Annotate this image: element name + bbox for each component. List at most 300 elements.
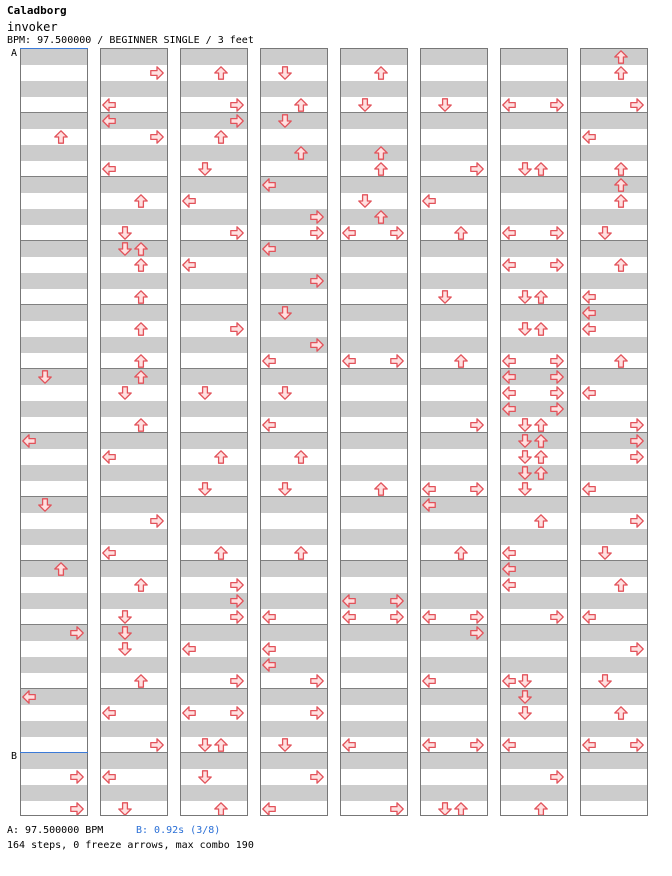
left-arrow-icon bbox=[342, 594, 356, 608]
right-arrow-icon bbox=[310, 274, 324, 288]
up-arrow-icon bbox=[534, 322, 548, 336]
beat-band bbox=[101, 81, 167, 97]
beat-band bbox=[341, 657, 407, 673]
beat-band bbox=[501, 273, 567, 289]
measure-line bbox=[21, 560, 87, 561]
beat-band bbox=[501, 337, 567, 353]
up-arrow-icon bbox=[214, 546, 228, 560]
measure-line bbox=[261, 624, 327, 625]
beat-band bbox=[581, 561, 647, 577]
step-summary: 164 steps, 0 freeze arrows, max combo 190 bbox=[7, 840, 254, 851]
beat-band bbox=[181, 625, 247, 641]
up-arrow-icon bbox=[614, 162, 628, 176]
left-arrow-icon bbox=[422, 610, 436, 624]
left-arrow-icon bbox=[182, 258, 196, 272]
beat-band bbox=[261, 465, 327, 481]
measure-line bbox=[101, 176, 167, 177]
measure-line bbox=[181, 368, 247, 369]
beat-band bbox=[181, 497, 247, 513]
down-arrow-icon bbox=[278, 66, 292, 80]
left-arrow-icon bbox=[502, 386, 516, 400]
beat-band bbox=[501, 657, 567, 673]
measure-line bbox=[421, 112, 487, 113]
measure-line bbox=[581, 368, 647, 369]
down-arrow-icon bbox=[358, 194, 372, 208]
right-arrow-icon bbox=[230, 578, 244, 592]
beat-band bbox=[21, 529, 87, 545]
beat-band bbox=[21, 369, 87, 385]
measure-line bbox=[261, 432, 327, 433]
beat-band bbox=[101, 625, 167, 641]
beat-band bbox=[581, 337, 647, 353]
up-arrow-icon bbox=[374, 210, 388, 224]
measure-line bbox=[261, 176, 327, 177]
beat-band bbox=[101, 593, 167, 609]
up-arrow-icon bbox=[614, 178, 628, 192]
beat-band bbox=[181, 561, 247, 577]
measure-line bbox=[421, 496, 487, 497]
beat-band bbox=[261, 593, 327, 609]
bpm-line-b bbox=[20, 752, 88, 753]
beat-band bbox=[501, 625, 567, 641]
bpm-marker-b: B bbox=[11, 751, 18, 762]
measure-line bbox=[341, 240, 407, 241]
beat-band bbox=[341, 625, 407, 641]
beat-band bbox=[21, 721, 87, 737]
beat-band bbox=[181, 177, 247, 193]
beat-band bbox=[101, 433, 167, 449]
measure-line bbox=[581, 496, 647, 497]
right-arrow-icon bbox=[230, 114, 244, 128]
beat-band bbox=[261, 753, 327, 769]
measure-line bbox=[341, 624, 407, 625]
left-arrow-icon bbox=[422, 194, 436, 208]
down-arrow-icon bbox=[118, 386, 132, 400]
chart-column-1 bbox=[20, 48, 88, 816]
measure-line bbox=[181, 624, 247, 625]
beat-band bbox=[101, 529, 167, 545]
beat-band bbox=[341, 305, 407, 321]
left-arrow-icon bbox=[422, 482, 436, 496]
right-arrow-icon bbox=[230, 322, 244, 336]
left-arrow-icon bbox=[422, 498, 436, 512]
beat-band bbox=[21, 465, 87, 481]
right-arrow-icon bbox=[230, 706, 244, 720]
beat-band bbox=[581, 81, 647, 97]
right-arrow-icon bbox=[550, 354, 564, 368]
left-arrow-icon bbox=[102, 546, 116, 560]
beat-band bbox=[101, 273, 167, 289]
down-arrow-icon bbox=[438, 98, 452, 112]
left-arrow-icon bbox=[342, 354, 356, 368]
chart-column-4 bbox=[260, 48, 328, 816]
beat-band bbox=[341, 241, 407, 257]
up-arrow-icon bbox=[454, 546, 468, 560]
measure-line bbox=[21, 624, 87, 625]
down-arrow-icon bbox=[598, 674, 612, 688]
left-arrow-icon bbox=[262, 242, 276, 256]
beat-band bbox=[101, 49, 167, 65]
beat-band bbox=[101, 689, 167, 705]
up-arrow-icon bbox=[374, 66, 388, 80]
beat-band bbox=[421, 273, 487, 289]
beat-band bbox=[101, 209, 167, 225]
measure-line bbox=[421, 688, 487, 689]
beat-band bbox=[581, 145, 647, 161]
beat-band bbox=[501, 689, 567, 705]
down-arrow-icon bbox=[518, 690, 532, 704]
right-arrow-icon bbox=[310, 706, 324, 720]
down-arrow-icon bbox=[278, 386, 292, 400]
down-arrow-icon bbox=[38, 370, 52, 384]
up-arrow-icon bbox=[134, 322, 148, 336]
measure-line bbox=[181, 240, 247, 241]
beat-band bbox=[581, 273, 647, 289]
left-arrow-icon bbox=[342, 226, 356, 240]
beat-band bbox=[581, 689, 647, 705]
left-arrow-icon bbox=[582, 130, 596, 144]
measure-line bbox=[261, 112, 327, 113]
measure-line bbox=[181, 432, 247, 433]
beat-band bbox=[181, 145, 247, 161]
beat-band bbox=[101, 785, 167, 801]
measure-line bbox=[101, 624, 167, 625]
right-arrow-icon bbox=[390, 610, 404, 624]
beat-band bbox=[501, 497, 567, 513]
beat-band bbox=[501, 209, 567, 225]
beat-band bbox=[261, 721, 327, 737]
left-arrow-icon bbox=[342, 610, 356, 624]
measure-line bbox=[501, 240, 567, 241]
up-arrow-icon bbox=[214, 738, 228, 752]
up-arrow-icon bbox=[134, 242, 148, 256]
measure-line bbox=[181, 560, 247, 561]
measure-line bbox=[581, 240, 647, 241]
right-arrow-icon bbox=[550, 610, 564, 624]
right-arrow-icon bbox=[230, 674, 244, 688]
beat-band bbox=[181, 657, 247, 673]
down-arrow-icon bbox=[518, 482, 532, 496]
right-arrow-icon bbox=[630, 642, 644, 656]
up-arrow-icon bbox=[214, 802, 228, 816]
measure-line bbox=[101, 688, 167, 689]
beat-band bbox=[341, 113, 407, 129]
beat-band bbox=[501, 145, 567, 161]
right-arrow-icon bbox=[150, 66, 164, 80]
measure-line bbox=[341, 496, 407, 497]
beat-band bbox=[421, 209, 487, 225]
beat-band bbox=[341, 177, 407, 193]
measure-line bbox=[261, 304, 327, 305]
down-arrow-icon bbox=[438, 802, 452, 816]
beat-band bbox=[21, 113, 87, 129]
right-arrow-icon bbox=[550, 258, 564, 272]
right-arrow-icon bbox=[70, 626, 84, 640]
beat-band bbox=[581, 753, 647, 769]
right-arrow-icon bbox=[470, 162, 484, 176]
down-arrow-icon bbox=[278, 114, 292, 128]
beat-band bbox=[21, 49, 87, 65]
up-arrow-icon bbox=[614, 354, 628, 368]
beat-band bbox=[21, 497, 87, 513]
up-arrow-icon bbox=[214, 66, 228, 80]
up-arrow-icon bbox=[534, 802, 548, 816]
measure-line bbox=[101, 560, 167, 561]
up-arrow-icon bbox=[614, 66, 628, 80]
beat-band bbox=[421, 721, 487, 737]
beat-band bbox=[181, 305, 247, 321]
measure-line bbox=[501, 304, 567, 305]
beat-band bbox=[21, 177, 87, 193]
measure-line bbox=[341, 304, 407, 305]
measure-line bbox=[261, 368, 327, 369]
up-arrow-icon bbox=[614, 706, 628, 720]
measure-line bbox=[21, 176, 87, 177]
down-arrow-icon bbox=[518, 434, 532, 448]
left-arrow-icon bbox=[502, 226, 516, 240]
right-arrow-icon bbox=[310, 226, 324, 240]
right-arrow-icon bbox=[150, 130, 164, 144]
right-arrow-icon bbox=[310, 338, 324, 352]
beat-band bbox=[421, 593, 487, 609]
measure-line bbox=[581, 304, 647, 305]
measure-line bbox=[21, 688, 87, 689]
right-arrow-icon bbox=[550, 770, 564, 784]
beat-band bbox=[421, 49, 487, 65]
measure-line bbox=[21, 432, 87, 433]
measure-line bbox=[101, 432, 167, 433]
up-arrow-icon bbox=[134, 258, 148, 272]
chart-column-3 bbox=[180, 48, 248, 816]
up-arrow-icon bbox=[534, 162, 548, 176]
beat-band bbox=[181, 241, 247, 257]
right-arrow-icon bbox=[390, 594, 404, 608]
down-arrow-icon bbox=[198, 482, 212, 496]
down-arrow-icon bbox=[198, 162, 212, 176]
beat-band bbox=[581, 369, 647, 385]
measure-line bbox=[421, 560, 487, 561]
down-arrow-icon bbox=[518, 450, 532, 464]
up-arrow-icon bbox=[294, 146, 308, 160]
measure-line bbox=[421, 432, 487, 433]
beat-band bbox=[101, 497, 167, 513]
artist-name: Caladborg bbox=[7, 4, 67, 17]
beat-band bbox=[581, 209, 647, 225]
bpm-b-legend: B: 0.92s (3/8) bbox=[136, 825, 221, 836]
down-arrow-icon bbox=[358, 98, 372, 112]
right-arrow-icon bbox=[470, 738, 484, 752]
beat-band bbox=[341, 401, 407, 417]
right-arrow-icon bbox=[550, 386, 564, 400]
beat-band bbox=[21, 241, 87, 257]
down-arrow-icon bbox=[518, 466, 532, 480]
up-arrow-icon bbox=[454, 354, 468, 368]
beat-band bbox=[261, 497, 327, 513]
beat-band bbox=[21, 753, 87, 769]
measure-line bbox=[21, 304, 87, 305]
measure-line bbox=[421, 176, 487, 177]
up-arrow-icon bbox=[614, 258, 628, 272]
measure-line bbox=[341, 688, 407, 689]
down-arrow-icon bbox=[118, 642, 132, 656]
right-arrow-icon bbox=[550, 226, 564, 240]
right-arrow-icon bbox=[390, 354, 404, 368]
beat-band bbox=[181, 401, 247, 417]
beat-band bbox=[341, 561, 407, 577]
down-arrow-icon bbox=[198, 738, 212, 752]
measure-line bbox=[581, 432, 647, 433]
beat-band bbox=[581, 721, 647, 737]
beat-band bbox=[21, 273, 87, 289]
measure-line bbox=[421, 752, 487, 753]
measure-line bbox=[341, 752, 407, 753]
beat-band bbox=[181, 689, 247, 705]
down-arrow-icon bbox=[438, 290, 452, 304]
measure-line bbox=[181, 752, 247, 753]
beat-band bbox=[581, 529, 647, 545]
beat-band bbox=[101, 721, 167, 737]
beat-band bbox=[501, 753, 567, 769]
beat-band bbox=[421, 337, 487, 353]
beat-band bbox=[421, 401, 487, 417]
right-arrow-icon bbox=[310, 210, 324, 224]
left-arrow-icon bbox=[502, 562, 516, 576]
beat-band bbox=[581, 465, 647, 481]
beat-band bbox=[421, 561, 487, 577]
measure-line bbox=[101, 368, 167, 369]
beat-band bbox=[421, 433, 487, 449]
beat-band bbox=[421, 465, 487, 481]
beat-band bbox=[101, 145, 167, 161]
beat-band bbox=[421, 241, 487, 257]
measure-line bbox=[581, 112, 647, 113]
measure-line bbox=[421, 368, 487, 369]
right-arrow-icon bbox=[390, 802, 404, 816]
measure-line bbox=[101, 112, 167, 113]
measure-line bbox=[21, 112, 87, 113]
beat-band bbox=[501, 721, 567, 737]
right-arrow-icon bbox=[470, 482, 484, 496]
up-arrow-icon bbox=[614, 194, 628, 208]
beat-band bbox=[581, 593, 647, 609]
beat-band bbox=[341, 49, 407, 65]
beat-band bbox=[501, 785, 567, 801]
beat-band bbox=[501, 177, 567, 193]
beat-band bbox=[421, 305, 487, 321]
beat-band bbox=[421, 689, 487, 705]
left-arrow-icon bbox=[102, 114, 116, 128]
beat-band bbox=[341, 529, 407, 545]
up-arrow-icon bbox=[614, 50, 628, 64]
beat-band bbox=[421, 81, 487, 97]
beat-band bbox=[181, 785, 247, 801]
right-arrow-icon bbox=[470, 610, 484, 624]
left-arrow-icon bbox=[502, 370, 516, 384]
up-arrow-icon bbox=[134, 290, 148, 304]
beat-band bbox=[421, 113, 487, 129]
beat-band bbox=[341, 433, 407, 449]
measure-line bbox=[21, 240, 87, 241]
measure-line bbox=[101, 752, 167, 753]
chart-column-6 bbox=[420, 48, 488, 816]
up-arrow-icon bbox=[454, 226, 468, 240]
up-arrow-icon bbox=[54, 562, 68, 576]
left-arrow-icon bbox=[262, 354, 276, 368]
right-arrow-icon bbox=[230, 98, 244, 112]
right-arrow-icon bbox=[390, 226, 404, 240]
measure-line bbox=[181, 304, 247, 305]
beat-band bbox=[261, 689, 327, 705]
measure-line bbox=[341, 176, 407, 177]
measure-line bbox=[101, 304, 167, 305]
right-arrow-icon bbox=[630, 738, 644, 752]
beat-band bbox=[421, 369, 487, 385]
left-arrow-icon bbox=[262, 658, 276, 672]
right-arrow-icon bbox=[630, 514, 644, 528]
left-arrow-icon bbox=[262, 610, 276, 624]
left-arrow-icon bbox=[422, 738, 436, 752]
right-arrow-icon bbox=[230, 594, 244, 608]
beat-band bbox=[101, 337, 167, 353]
beat-band bbox=[101, 305, 167, 321]
chart-column-7 bbox=[500, 48, 568, 816]
right-arrow-icon bbox=[550, 370, 564, 384]
measure-line bbox=[261, 496, 327, 497]
measure-line bbox=[341, 112, 407, 113]
left-arrow-icon bbox=[582, 306, 596, 320]
beat-band bbox=[101, 753, 167, 769]
left-arrow-icon bbox=[102, 706, 116, 720]
beat-band bbox=[261, 113, 327, 129]
right-arrow-icon bbox=[630, 450, 644, 464]
beat-band bbox=[261, 433, 327, 449]
beat-band bbox=[181, 465, 247, 481]
beat-band bbox=[261, 785, 327, 801]
beat-band bbox=[581, 401, 647, 417]
right-arrow-icon bbox=[310, 770, 324, 784]
up-arrow-icon bbox=[534, 434, 548, 448]
beat-band bbox=[581, 657, 647, 673]
left-arrow-icon bbox=[582, 290, 596, 304]
beat-band bbox=[261, 49, 327, 65]
up-arrow-icon bbox=[134, 194, 148, 208]
beat-band bbox=[341, 689, 407, 705]
bpm-marker-a: A bbox=[11, 48, 18, 59]
beat-band bbox=[181, 753, 247, 769]
beat-band bbox=[501, 529, 567, 545]
left-arrow-icon bbox=[502, 354, 516, 368]
beat-band bbox=[501, 241, 567, 257]
up-arrow-icon bbox=[534, 418, 548, 432]
measure-line bbox=[581, 176, 647, 177]
beat-band bbox=[101, 401, 167, 417]
beat-band bbox=[421, 753, 487, 769]
beat-band bbox=[341, 369, 407, 385]
measure-line bbox=[101, 496, 167, 497]
up-arrow-icon bbox=[374, 482, 388, 496]
right-arrow-icon bbox=[550, 402, 564, 416]
up-arrow-icon bbox=[54, 130, 68, 144]
chart-info: BPM: 97.500000 / BEGINNER SINGLE / 3 feet bbox=[7, 35, 254, 46]
beat-band bbox=[341, 273, 407, 289]
up-arrow-icon bbox=[134, 674, 148, 688]
left-arrow-icon bbox=[102, 98, 116, 112]
left-arrow-icon bbox=[422, 674, 436, 688]
beat-band bbox=[21, 337, 87, 353]
beat-band bbox=[261, 625, 327, 641]
left-arrow-icon bbox=[502, 258, 516, 272]
right-arrow-icon bbox=[70, 802, 84, 816]
